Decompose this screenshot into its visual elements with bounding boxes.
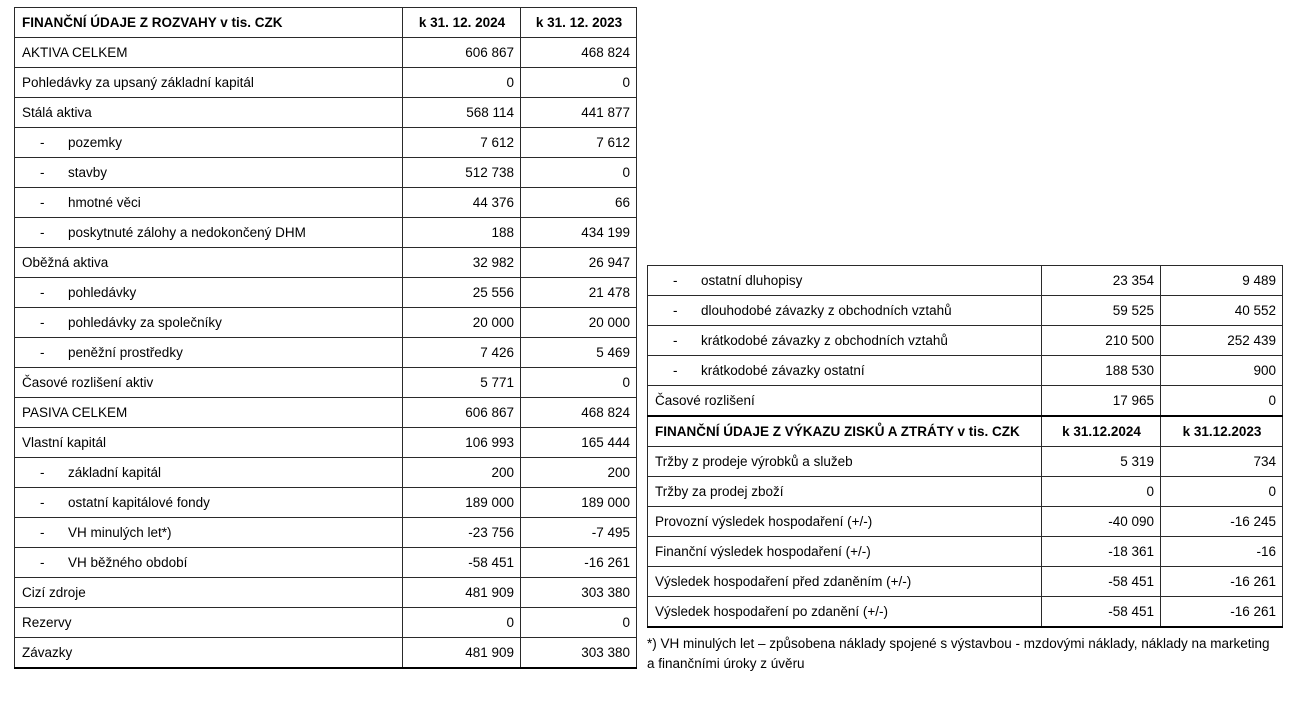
table-row xyxy=(15,428,637,458)
table-row xyxy=(15,368,637,398)
table-row xyxy=(15,458,637,488)
row-label-cell xyxy=(15,338,403,368)
table-row xyxy=(15,488,637,518)
row-label-cell xyxy=(15,218,403,248)
row-label: VH minulých let*) xyxy=(68,525,172,540)
row-value-2023: -16 261 xyxy=(521,548,637,578)
row-value-2023: 7 612 xyxy=(521,128,637,158)
row-value-2024: 481 909 xyxy=(403,578,521,608)
table-row xyxy=(15,308,637,338)
table-row xyxy=(15,608,637,638)
table-row xyxy=(648,447,1283,477)
dash-bullet: - xyxy=(40,495,45,510)
row-value-2024: 0 xyxy=(403,608,521,638)
dash-bullet: - xyxy=(673,273,678,288)
dash-bullet: - xyxy=(673,303,678,318)
table-row xyxy=(648,356,1283,386)
row-label: Výsledek hospodaření před zdaněním (+/-) xyxy=(648,567,1042,597)
row-value-2024: 17 965 xyxy=(1042,386,1161,417)
row-label-cell xyxy=(648,356,1042,386)
row-value-2024: 512 738 xyxy=(403,158,521,188)
footnote-line: a finančními úroky z úvěru xyxy=(647,656,805,671)
balance-title: FINANČNÍ ÚDAJE Z ROZVAHY v tis. CZK xyxy=(15,8,403,38)
row-value-2023: 434 199 xyxy=(521,218,637,248)
table-row xyxy=(648,567,1283,597)
row-value-2023: 0 xyxy=(521,608,637,638)
row-value-2023: -16 245 xyxy=(1161,507,1283,537)
table-row xyxy=(15,398,637,428)
row-value-2024: 23 354 xyxy=(1042,266,1161,296)
row-value-2024: -18 361 xyxy=(1042,537,1161,567)
row-label: Cizí zdroje xyxy=(15,578,403,608)
table-row xyxy=(648,597,1283,628)
dash-bullet: - xyxy=(40,465,45,480)
dash-bullet: - xyxy=(40,195,45,210)
dash-bullet: - xyxy=(40,225,45,240)
col-2024-header: k 31. 12. 2024 xyxy=(403,8,521,38)
row-value-2024: 0 xyxy=(1042,477,1161,507)
row-label: pohledávky xyxy=(68,285,137,300)
row-value-2023: 9 489 xyxy=(1161,266,1283,296)
table-row xyxy=(648,386,1283,417)
income-title: FINANČNÍ ÚDAJE Z VÝKAZU ZISKŮ A ZTRÁTY v tis. CZK xyxy=(648,416,1042,447)
row-value-2024: 32 982 xyxy=(403,248,521,278)
row-value-2023: 165 444 xyxy=(521,428,637,458)
row-label: VH běžného období xyxy=(68,555,188,570)
table-row xyxy=(15,38,637,68)
row-label: Tržby za prodej zboží xyxy=(648,477,1042,507)
table-row xyxy=(15,218,637,248)
table-row xyxy=(15,158,637,188)
row-value-2023: 441 877 xyxy=(521,98,637,128)
row-value-2024: 189 000 xyxy=(403,488,521,518)
row-label-cell xyxy=(15,488,403,518)
row-value-2023: 200 xyxy=(521,458,637,488)
row-label: základní kapitál xyxy=(68,465,162,480)
table-row xyxy=(15,248,637,278)
dash-bullet: - xyxy=(40,555,45,570)
col-2023-header: k 31.12.2023 xyxy=(1161,416,1283,447)
row-label-cell xyxy=(15,548,403,578)
table-row xyxy=(648,266,1283,296)
row-label: Tržby z prodeje výrobků a služeb xyxy=(648,447,1042,477)
table-row xyxy=(15,188,637,218)
row-label-cell xyxy=(648,326,1042,356)
row-label: Provozní výsledek hospodaření (+/-) xyxy=(648,507,1042,537)
row-label-cell xyxy=(648,266,1042,296)
row-label: Časové rozlišení xyxy=(648,386,1042,417)
row-value-2023: 26 947 xyxy=(521,248,637,278)
table-row xyxy=(15,518,637,548)
row-value-2024: -58 451 xyxy=(1042,567,1161,597)
row-value-2023: 66 xyxy=(521,188,637,218)
row-label: Finanční výsledek hospodaření (+/-) xyxy=(648,537,1042,567)
col-2023-header: k 31. 12. 2023 xyxy=(521,8,637,38)
table-row xyxy=(648,326,1283,356)
row-label-cell xyxy=(15,188,403,218)
dash-bullet: - xyxy=(40,345,45,360)
row-value-2024: 606 867 xyxy=(403,38,521,68)
row-label: Závazky xyxy=(15,638,403,669)
row-label-cell xyxy=(15,518,403,548)
row-label-cell xyxy=(648,296,1042,326)
row-value-2024: -58 451 xyxy=(1042,597,1161,628)
table-row xyxy=(648,477,1283,507)
dash-bullet: - xyxy=(40,285,45,300)
row-label: PASIVA CELKEM xyxy=(15,398,403,428)
row-value-2023: 21 478 xyxy=(521,278,637,308)
row-value-2024: 481 909 xyxy=(403,638,521,669)
footnote xyxy=(647,634,1287,674)
row-value-2023: -7 495 xyxy=(521,518,637,548)
balance-sheet-table xyxy=(14,7,637,669)
row-value-2024: 210 500 xyxy=(1042,326,1161,356)
table-row xyxy=(648,537,1283,567)
table-row xyxy=(15,638,637,669)
row-label: Rezervy xyxy=(15,608,403,638)
row-label: pohledávky za společníky xyxy=(68,315,222,330)
table-row xyxy=(648,296,1283,326)
row-label: Vlastní kapitál xyxy=(15,428,403,458)
row-value-2023: 0 xyxy=(1161,477,1283,507)
row-value-2024: 25 556 xyxy=(403,278,521,308)
col-2024-header: k 31.12.2024 xyxy=(1042,416,1161,447)
row-label: krátkodobé závazky ostatní xyxy=(701,363,865,378)
row-label-cell xyxy=(15,308,403,338)
row-value-2023: 0 xyxy=(1161,386,1283,417)
row-label: hmotné věci xyxy=(68,195,141,210)
row-value-2024: 200 xyxy=(403,458,521,488)
table-row xyxy=(15,98,637,128)
dash-bullet: - xyxy=(673,333,678,348)
row-value-2024: 7 612 xyxy=(403,128,521,158)
table-row xyxy=(15,578,637,608)
row-value-2023: 5 469 xyxy=(521,338,637,368)
row-value-2023: -16 261 xyxy=(1161,567,1283,597)
row-value-2023: 40 552 xyxy=(1161,296,1283,326)
row-value-2023: 303 380 xyxy=(521,578,637,608)
row-value-2024: 606 867 xyxy=(403,398,521,428)
row-label-cell xyxy=(15,158,403,188)
row-label-cell xyxy=(15,128,403,158)
row-value-2024: 188 530 xyxy=(1042,356,1161,386)
table-header-row xyxy=(648,416,1283,447)
table-row xyxy=(15,338,637,368)
row-label: Časové rozlišení aktiv xyxy=(15,368,403,398)
row-value-2024: -40 090 xyxy=(1042,507,1161,537)
row-label-cell xyxy=(15,278,403,308)
row-value-2023: 252 439 xyxy=(1161,326,1283,356)
table-row xyxy=(15,128,637,158)
dash-bullet: - xyxy=(40,315,45,330)
row-value-2023: 189 000 xyxy=(521,488,637,518)
row-label: Oběžná aktiva xyxy=(15,248,403,278)
row-value-2024: 44 376 xyxy=(403,188,521,218)
row-label: AKTIVA CELKEM xyxy=(15,38,403,68)
table-header-row xyxy=(15,8,637,38)
row-value-2024: -58 451 xyxy=(403,548,521,578)
row-label: poskytnuté zálohy a nedokončený DHM xyxy=(68,225,306,240)
dash-bullet: - xyxy=(673,363,678,378)
row-label: peněžní prostředky xyxy=(68,345,183,360)
table-row xyxy=(648,507,1283,537)
row-value-2024: 59 525 xyxy=(1042,296,1161,326)
row-value-2023: 468 824 xyxy=(521,398,637,428)
row-value-2024: 20 000 xyxy=(403,308,521,338)
row-value-2023: 0 xyxy=(521,158,637,188)
table-row xyxy=(15,278,637,308)
row-label: stavby xyxy=(68,165,108,180)
row-value-2024: 568 114 xyxy=(403,98,521,128)
row-value-2024: -23 756 xyxy=(403,518,521,548)
dash-bullet: - xyxy=(40,135,45,150)
table-row xyxy=(15,68,637,98)
row-value-2024: 7 426 xyxy=(403,338,521,368)
row-value-2023: 900 xyxy=(1161,356,1283,386)
income-statement-table xyxy=(647,265,1283,628)
row-label: ostatní kapitálové fondy xyxy=(68,495,210,510)
row-value-2023: 734 xyxy=(1161,447,1283,477)
dash-bullet: - xyxy=(40,165,45,180)
row-value-2024: 5 319 xyxy=(1042,447,1161,477)
row-value-2023: -16 261 xyxy=(1161,597,1283,628)
row-value-2023: 303 380 xyxy=(521,638,637,669)
row-label: krátkodobé závazky z obchodních vztahů xyxy=(701,333,948,348)
row-label: pozemky xyxy=(68,135,123,150)
row-value-2023: 0 xyxy=(521,68,637,98)
row-value-2024: 188 xyxy=(403,218,521,248)
row-value-2023: 0 xyxy=(521,368,637,398)
row-label-cell xyxy=(15,458,403,488)
row-value-2023: -16 xyxy=(1161,537,1283,567)
row-value-2023: 468 824 xyxy=(521,38,637,68)
row-label: dlouhodobé závazky z obchodních vztahů xyxy=(701,303,952,318)
dash-bullet: - xyxy=(40,525,45,540)
row-label: Pohledávky za upsaný základní kapitál xyxy=(15,68,403,98)
row-label: ostatní dluhopisy xyxy=(701,273,803,288)
table-row xyxy=(15,548,637,578)
footnote-line: *) VH minulých let – způsobena náklady spojené s výstavbou - mzdovými náklady, náklady na marketing xyxy=(647,636,1270,651)
row-label: Výsledek hospodaření po zdanění (+/-) xyxy=(648,597,1042,628)
row-value-2024: 106 993 xyxy=(403,428,521,458)
row-value-2023: 20 000 xyxy=(521,308,637,338)
row-value-2024: 5 771 xyxy=(403,368,521,398)
row-label: Stálá aktiva xyxy=(15,98,403,128)
row-value-2024: 0 xyxy=(403,68,521,98)
